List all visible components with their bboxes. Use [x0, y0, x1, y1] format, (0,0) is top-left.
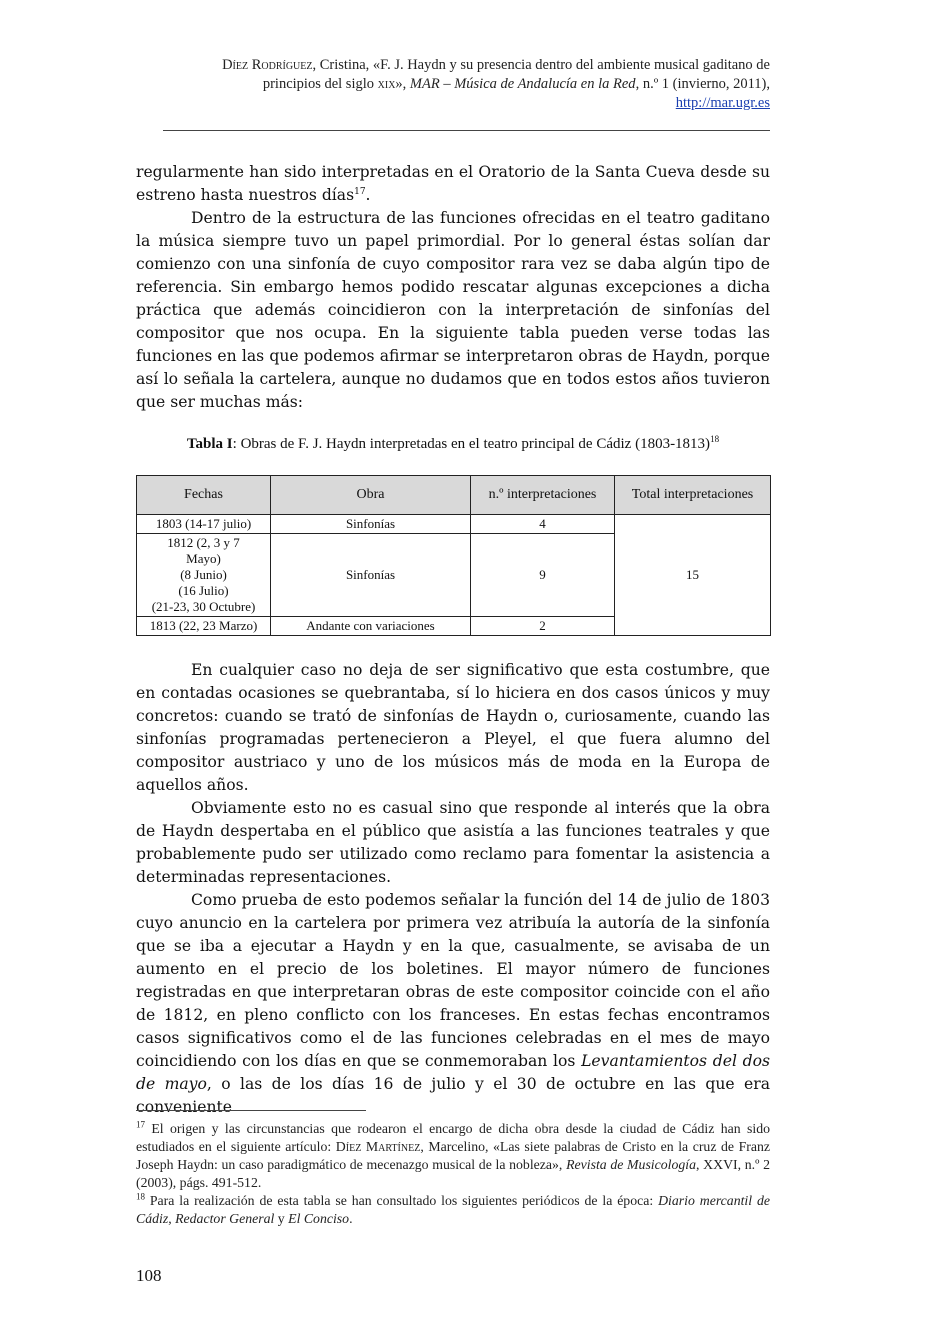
header-total: Total interpretaciones — [615, 476, 771, 515]
paragraph-4: Obviamente esto no es casual sino que responde al interés que la obra de Haydn despertaba en el público que asistía a las funciones teatrales y que probablemente pudo ser utilizado como reclamo para fomentar la asistencia a determinadas representaciones. — [136, 799, 770, 886]
footnotes — [136, 1120, 770, 1228]
footnote-18-separator: , — [168, 1211, 176, 1226]
header-journal: MAR – Música de Andalucía en la Red — [409, 76, 636, 92]
cell-fechas — [137, 534, 271, 617]
fechas-line: (8 Junio) — [180, 567, 227, 582]
cell-n: 9 — [471, 534, 615, 617]
paragraph-1 — [136, 161, 770, 207]
header-quote-close: », — [395, 76, 410, 92]
body-lower — [136, 659, 770, 1119]
table-caption-text: : Obras de F. J. Haydn interpretadas en el teatro principal de Cádiz (1803-1813) — [232, 436, 711, 452]
footnote-18-separator: y — [274, 1211, 289, 1226]
cell-n: 4 — [471, 515, 615, 534]
header-divider — [163, 130, 770, 131]
footnote-ref-17[interactable]: 17 — [354, 186, 366, 197]
table-caption-label: Tabla I — [186, 436, 233, 452]
paragraph-1-end: . — [365, 186, 371, 204]
paragraph-1-text: regularmente han sido interpretadas en el Oratorio de la Santa Cueva desde su estreno hasta nuestros días — [136, 163, 770, 204]
paragraph-5-italic: Levantamientos del dos de mayo — [136, 1052, 771, 1093]
paragraph-3: En cualquier caso no deja de ser significativo que esta costumbre, que en contadas ocasiones se quebrantaba, sí lo hiciera en dos casos únicos y muy concretos: cuando se trató de sinfonías de Haydn o, curiosamente, cuando las sinfonías programadas pertenecieron a Pleyel, el que fuera alumno del compositor austriaco y uno de los músicos más de moda en la Europa de aquellos años. — [136, 661, 770, 794]
cell-total: 15 — [615, 515, 771, 636]
fechas-line: (16 Julio) — [178, 583, 229, 598]
body-upper — [136, 161, 770, 414]
paragraph-2: Dentro de la estructura de las funciones ofrecidas en el teatro gaditano la música siempre tuvo un papel primordial. Por lo general éstas solían dar comienzo con una sinfonía de cuyo compositor rara vez se daba algún tipo de referencia. Sin embargo hemos podido rescatar algunas excepciones a dicha práctica que además coincidieron con la interpretación de sinfonías del compositor que nos ocupa. En la siguiente tabla pueden verse todas las funciones en las que podemos afirmar se interpretaron obras de Haydn, porque así lo señala la cartelera, aunque no dudamos que en todos estos años tuvieron que ser muchas más: — [136, 209, 770, 411]
footnote-17-pages: , XXVI, n.º 2 (2003), págs. 491-512. — [136, 1157, 770, 1190]
footnote-17-author: Díez Martínez — [335, 1139, 421, 1154]
fechas-line: 1812 (2, 3 y 7 — [167, 535, 240, 550]
header-author: Díez Rodríguez — [222, 57, 313, 73]
header-url-link[interactable]: http://mar.ugr.es — [675, 95, 770, 111]
cell-obra: Sinfonías — [271, 534, 471, 617]
paragraph-5-end: , o las de los días 16 de julio y el 30 de octubre en las que era conveniente — [136, 1075, 771, 1116]
footnote-18 — [136, 1192, 770, 1228]
paragraph-5 — [136, 889, 770, 1119]
header-citation-line1: , Cristina, «F. J. Haydn y su presencia dentro del ambiente musical gaditano de — [312, 57, 770, 73]
footnote-18-periodical: Redactor General — [175, 1211, 275, 1226]
footnote-17-journal: Revista de Musicología — [566, 1157, 697, 1172]
fechas-line: (21-23, 30 Octubre) — [151, 599, 256, 614]
cell-obra: Andante con variaciones — [271, 617, 471, 636]
haydn-works-table — [136, 475, 771, 636]
footnote-18-periodical: Diario mercantil de Cádiz — [136, 1193, 770, 1226]
header-century: xix — [377, 76, 396, 92]
footnote-divider — [136, 1110, 366, 1111]
footnote-17-number: 17 — [136, 1119, 145, 1130]
cell-obra: Sinfonías — [271, 515, 471, 534]
footnote-ref-18[interactable]: 18 — [710, 434, 720, 444]
header-n-interpretaciones: n.º interpretaciones — [471, 476, 615, 515]
header-fechas: Fechas — [137, 476, 271, 515]
table-row — [137, 515, 771, 534]
cell-fechas: 1803 (14-17 julio) — [137, 515, 271, 534]
footnote-17-title: , Marcelino, «Las siete palabras de Cristo en la cruz de Franz Joseph Haydn: un caso paradigmático de mecenazgo musical de la nobleza», — [136, 1139, 770, 1172]
table-caption — [136, 436, 770, 453]
footnote-17 — [136, 1120, 770, 1192]
cell-fechas: 1813 (22, 23 Marzo) — [137, 617, 271, 636]
footnote-18-end: . — [349, 1211, 353, 1226]
page-number: 108 — [136, 1266, 162, 1285]
table-header-row — [137, 476, 771, 515]
header-obra: Obra — [271, 476, 471, 515]
footnote-18-periodical: El Conciso — [288, 1211, 350, 1226]
paragraph-5-text: Como prueba de esto podemos señalar la función del 14 de julio de 1803 cuyo anuncio en la cartelera por primera vez atribuía la autoría de la sinfonía que se iba a ejecutar a Haydn y en la que, casualmente, se avisaba de un aumento en el precio de los boletines. El mayor número de funciones registradas en que interpretaran obras de este compositor coincide con el año de 1812, en pleno conflicto con los franceses. En estas fechas encontramos casos significativos como el de las funciones celebradas en el mes de mayo coincidiendo con los días en que se conmemoraban los — [136, 891, 770, 1070]
fechas-line: Mayo) — [186, 551, 221, 566]
header-citation-line2: principios del siglo — [262, 76, 378, 92]
cell-n: 2 — [471, 617, 615, 636]
footnote-18-text: Para la realización de esta tabla se han consultado los siguientes periódicos de la época: — [145, 1193, 659, 1208]
footnote-17-text: El origen y las circunstancias que rodearon el encargo de dicha obra desde la ciudad de Cádiz han sido estudiados en el siguiente artículo: — [136, 1121, 770, 1154]
header-issue: , n.º 1 (invierno, 2011), — [635, 76, 770, 92]
footnote-18-number: 18 — [136, 1191, 145, 1202]
running-header — [120, 56, 770, 113]
